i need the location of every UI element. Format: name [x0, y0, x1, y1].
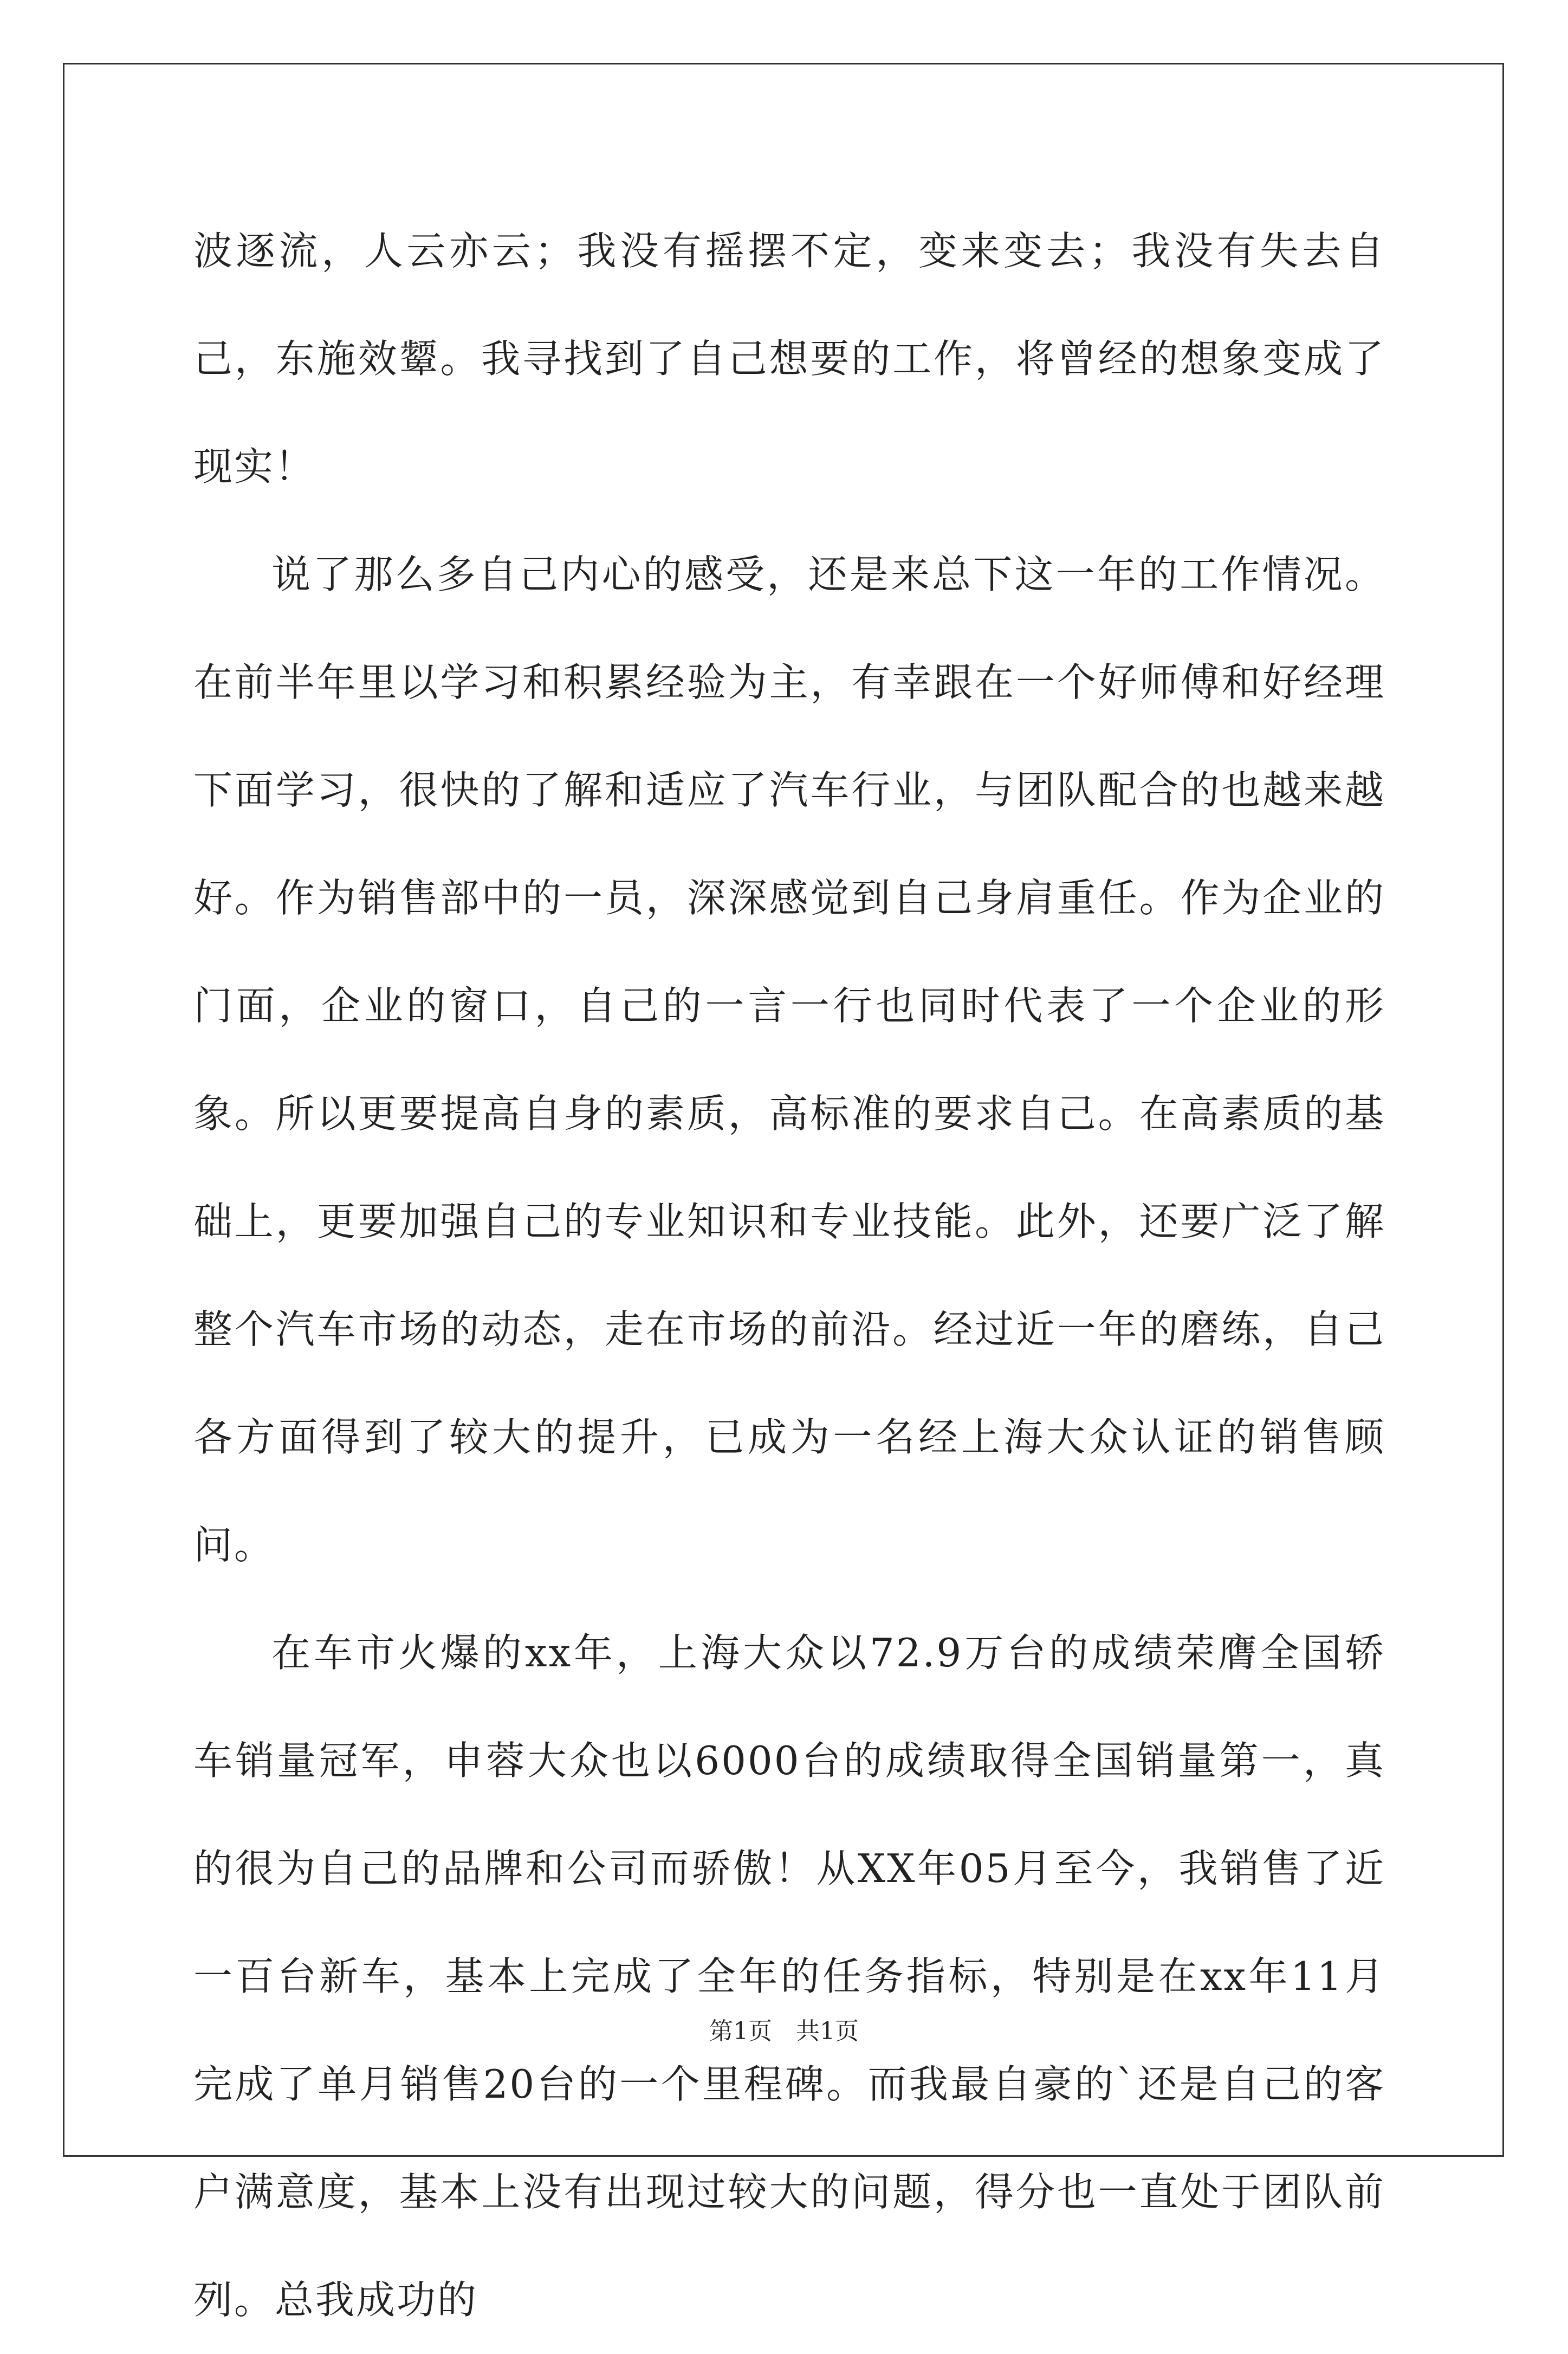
- paragraph-3: 在车市火爆的xx年，上海大众以72.9万台的成绩荣膺全国轿车销量冠军，申蓉大众也以6000台的成绩取得全国销量第一，真的很为自己的品牌和公司而骄傲！从XX年05月至今，我销售了近一百台新车，基本上完成了全年的任务指标，特别是在xx年11月完成了单月销售20台的一个里程碑。而我最自豪的`还是自己的客户满意度，基本上没有出现过较大的问题，得分也一直处于团队前列。总我成功的: [193, 1630, 1385, 2323]
- paragraph-2: 说了那么多自己内心的感受，还是来总下这一年的工作情况。在前半年里以学习和积累经验为主，有幸跟在一个好师傅和好经理下面学习，很快的了解和适应了汽车行业，与团队配合的也越来越好。作为销售部中的一员，深深感觉到自己身肩重任。作为企业的门面，企业的窗口，自己的一言一行也同时代表了一个企业的形象。所以更要提高自身的素质，高标准的要求自己。在高素质的基础上，更要加强自己的专业知识和专业技能。此外，还要广泛了解整个汽车市场的动态，走在市场的前沿。经过近一年的磨练，自己各方面得到了较大的提升，已成为一名经上海大众认证的销售顾问。: [193, 552, 1385, 1568]
- page-number-footer: 第1页 共1页: [709, 2017, 859, 2045]
- paragraph-1: 波逐流，人云亦云；我没有摇摆不定，变来变去；我没有失去自己，东施效颦。我寻找到了自己想要的工作，将曾经的想象变成了现实！: [193, 228, 1385, 489]
